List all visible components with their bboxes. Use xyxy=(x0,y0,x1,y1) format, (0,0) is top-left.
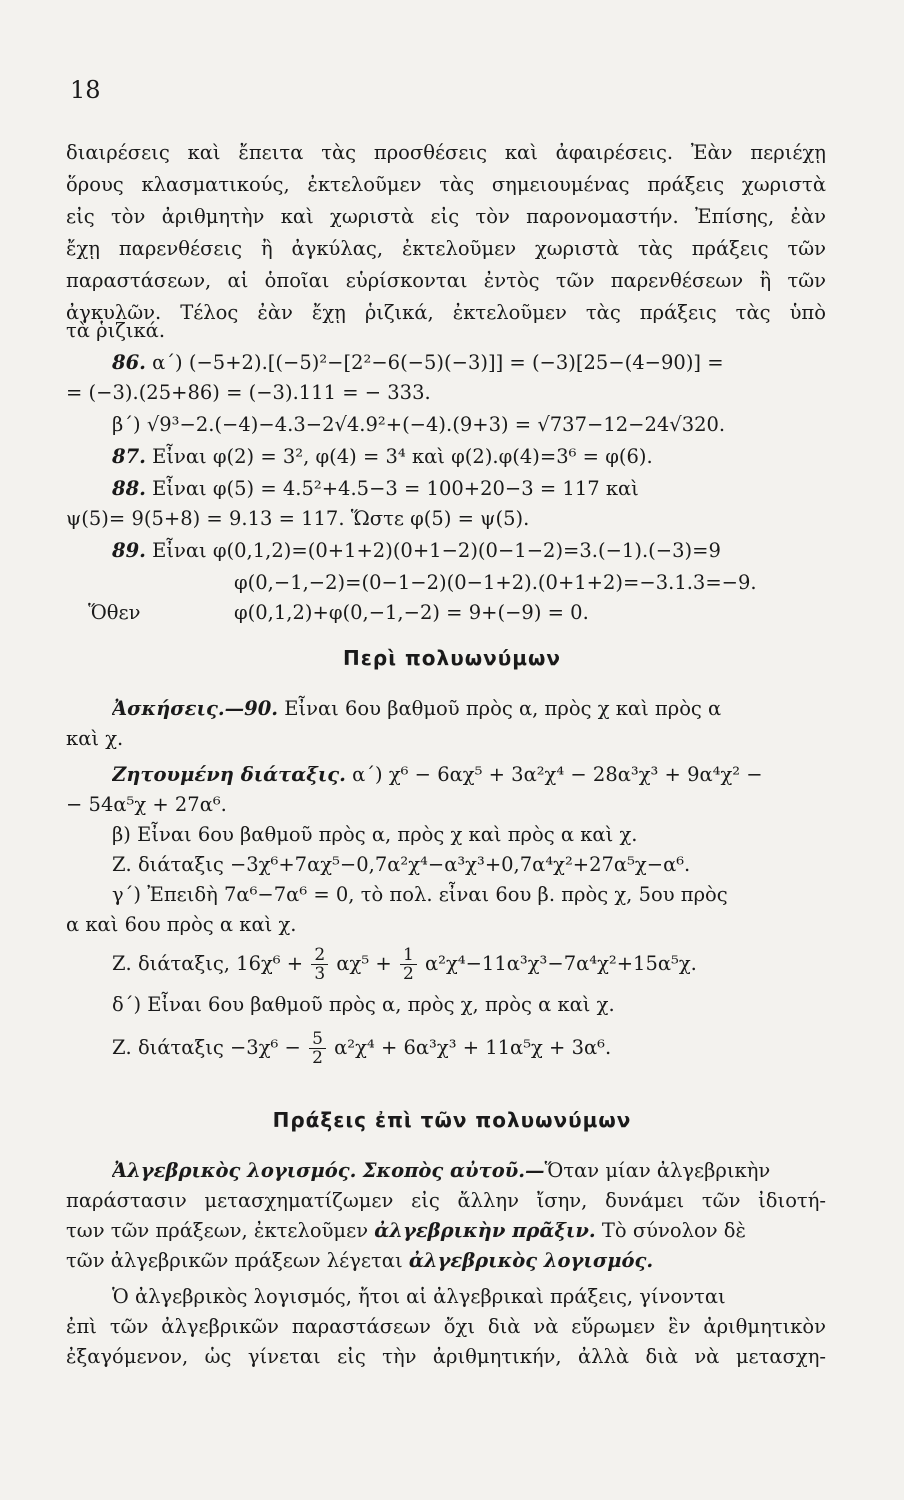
exercise-number: 87. xyxy=(112,445,146,468)
exercise-line: φ(0,1,2)+φ(0,−1,−2) = 9+(−9) = 0. xyxy=(234,601,589,624)
text-line: ἐπὶ τῶν ἀλγεβρικῶν παραστάσεων ὄχι διὰ νὰ εὕρωμεν ἓν ἀριθμητικὸν xyxy=(66,1315,826,1338)
exercise-line: γ΄) Ἐπειδὴ 7α⁶−7α⁶ = 0, τὸ πολ. εἶναι 6ου β. πρὸς χ, 5ου πρὸς xyxy=(112,883,728,906)
exercise-line: α καὶ 6ου πρὸς α καὶ χ. xyxy=(66,913,297,936)
fraction-denominator: 3 xyxy=(314,964,326,984)
text-line: παράστασιν μετασχηματίζωμεν εἰς ἄλλην ἴσην, δυνάμει τῶν ἰδιοτή- xyxy=(66,1189,826,1212)
text-line: ἐξαγόμενον, ὡς γίνεται εἰς τὴν ἀριθμητικήν, ἀλλὰ διὰ νὰ μετασχη- xyxy=(66,1345,826,1368)
exercise-text: α΄) (−5+2).[(−5)²−[2²−6(−5)(−3)]] = (−3)[25−(4−90)] = xyxy=(145,351,724,374)
exercise-line xyxy=(112,474,826,504)
exercise-number: 89. xyxy=(112,539,146,562)
exercise-line xyxy=(112,348,826,378)
exercise-line: καὶ χ. xyxy=(66,727,124,750)
text-line: ἔχῃ παρενθέσεις ἢ ἀγκύλας, ἐκτελοῦμεν χωριστὰ τὰς πράξεις τῶν xyxy=(66,237,826,260)
text-line: ὅρους κλασματικούς, ἐκτελοῦμεν τὰς σημειουμένας πράξεις χωριστὰ xyxy=(66,173,826,196)
ordering-with-fractions xyxy=(112,1022,826,1074)
term-emphasis: ἀλγεβρικὴν πρᾶξιν. xyxy=(374,1219,596,1242)
term-label: Σκοπὸς αὐτοῦ.— xyxy=(362,1159,545,1182)
exercise-number: 86. xyxy=(112,351,146,374)
exercise-number: 88. xyxy=(112,477,146,500)
text-line xyxy=(66,1216,826,1246)
exercise-line: β΄) √9³−2.(−4)−4.3−2√4.9²+(−4).(9+3) = √737−12−24√320. xyxy=(112,413,726,436)
exercise-label: Ἀσκήσεις.—90. xyxy=(112,697,279,720)
exercise-line: = (−3).(25+86) = (−3).111 = − 333. xyxy=(66,381,431,404)
text-line xyxy=(66,1246,826,1276)
fraction-numerator: 1 xyxy=(400,946,417,965)
fraction-denominator: 2 xyxy=(402,964,414,984)
ordering-text: Ζ. διάταξις −3χ⁶ − xyxy=(112,1036,301,1059)
exercise-line: − 54α⁵χ + 27α⁶. xyxy=(66,793,227,816)
fraction xyxy=(400,946,417,983)
exercise-line: ψ(5)= 9(5+8) = 9.13 = 117. Ὥστε φ(5) = ψ(5). xyxy=(66,507,530,530)
exercise-line-othen: Ὅθεν xyxy=(88,601,141,624)
text-span: Ὅταν μίαν ἀλγεβρικὴν xyxy=(544,1159,771,1182)
fraction-numerator: 5 xyxy=(309,1030,326,1049)
ordering-text: α²χ⁴ + 6α³χ³ + 11α⁵χ + 3α⁶. xyxy=(334,1036,612,1059)
exercise-line: β) Εἶναι 6ου βαθμοῦ πρὸς α, πρὸς χ καὶ πρὸς α καὶ χ. xyxy=(112,823,638,846)
page-number: 18 xyxy=(70,76,101,104)
section-heading: Πράξεις ἐπὶ τῶν πολυωνύμων xyxy=(272,1108,632,1132)
ordering-text: αχ⁵ + xyxy=(336,952,392,975)
term-emphasis: ἀλγεβρικὸς λογισμός. xyxy=(408,1249,654,1272)
text-span: των τῶν πράξεων, ἐκτελοῦμεν xyxy=(66,1219,369,1242)
text-line xyxy=(112,1156,826,1186)
exercise-87 xyxy=(112,442,826,472)
exercise-line: δ΄) Εἶναι 6ου βαθμοῦ πρὸς α, πρὸς χ, πρὸς α καὶ χ. xyxy=(112,993,615,1016)
text-line: παραστάσεων, αἱ ὁποῖαι εὑρίσκονται ἐντὸς τῶν παρενθέσεων ἢ τῶν xyxy=(66,269,826,292)
exercise-text: Εἶναι 6ου βαθμοῦ πρὸς α, πρὸς χ καὶ πρὸς α xyxy=(278,697,722,720)
exercise-line xyxy=(112,760,826,790)
ordering-with-fractions xyxy=(112,938,826,990)
section-heading: Περὶ πολυωνύμων xyxy=(343,646,561,670)
fraction-numerator: 2 xyxy=(311,946,328,965)
exercise-line: φ(0,−1,−2)=(0−1−2)(0−1+2).(0+1+2)=−3.1.3=−9. xyxy=(234,571,757,594)
text-span: τῶν ἀλγεβρικῶν πράξεων λέγεται xyxy=(66,1249,403,1272)
exercise-text: Εἶναι φ(5) = 4.5²+4.5−3 = 100+20−3 = 117 καὶ xyxy=(145,477,639,500)
term-label: Ἀλγεβρικὸς λογισμός. xyxy=(112,1159,357,1182)
text-span: Τὸ σύνολον δὲ xyxy=(601,1219,746,1242)
text-line: τὰ ῥιζικά. xyxy=(66,319,166,342)
exercise-line xyxy=(112,536,826,566)
exercise-line: Ζ. διάταξις −3χ⁶+7αχ⁵−0,7α²χ⁴−α³χ³+0,7α⁴χ²+27α⁵χ−α⁶. xyxy=(112,853,691,876)
fraction xyxy=(309,1030,326,1067)
ordering-text: α²χ⁴−11α³χ³−7α⁴χ²+15α⁵χ. xyxy=(424,952,697,975)
exercise-text: Εἶναι φ(0,1,2)=(0+1+2)(0+1−2)(0−1−2)=3.(−1).(−3)=9 xyxy=(145,539,721,562)
exercise-text: Εἶναι φ(2) = 3², φ(4) = 3⁴ καὶ φ(2).φ(4)=3⁶ = φ(6). xyxy=(145,445,653,468)
fraction xyxy=(311,946,328,983)
text-line: Ὁ ἀλγεβρικὸς λογισμός, ἤτοι αἱ ἀλγεβρικαὶ πράξεις, γίνονται xyxy=(112,1285,726,1308)
text-line: ἀγκυλῶν. Τέλος ἐὰν ἔχῃ ῥιζικά, ἐκτελοῦμεν τὰς πράξεις τὰς ὑπὸ xyxy=(66,301,826,324)
exercise-line xyxy=(112,694,826,724)
text-line: διαιρέσεις καὶ ἔπειτα τὰς προσθέσεις καὶ ἀφαιρέσεις. Ἐὰν περιέχῃ xyxy=(66,141,826,164)
fraction-denominator: 2 xyxy=(312,1048,323,1068)
exercise-text: α΄) χ⁶ − 6αχ⁵ + 3α²χ⁴ − 28α³χ³ + 9α⁴χ² − xyxy=(345,763,763,786)
ordering-label: Ζητουμένη διάταξις. xyxy=(112,763,346,786)
text-line: εἰς τὸν ἀριθμητὴν καὶ χωριστὰ εἰς τὸν παρονομαστήν. Ἐπίσης, ἐὰν xyxy=(66,205,826,228)
ordering-text: Ζ. διάταξις, 16χ⁶ + xyxy=(112,952,304,975)
